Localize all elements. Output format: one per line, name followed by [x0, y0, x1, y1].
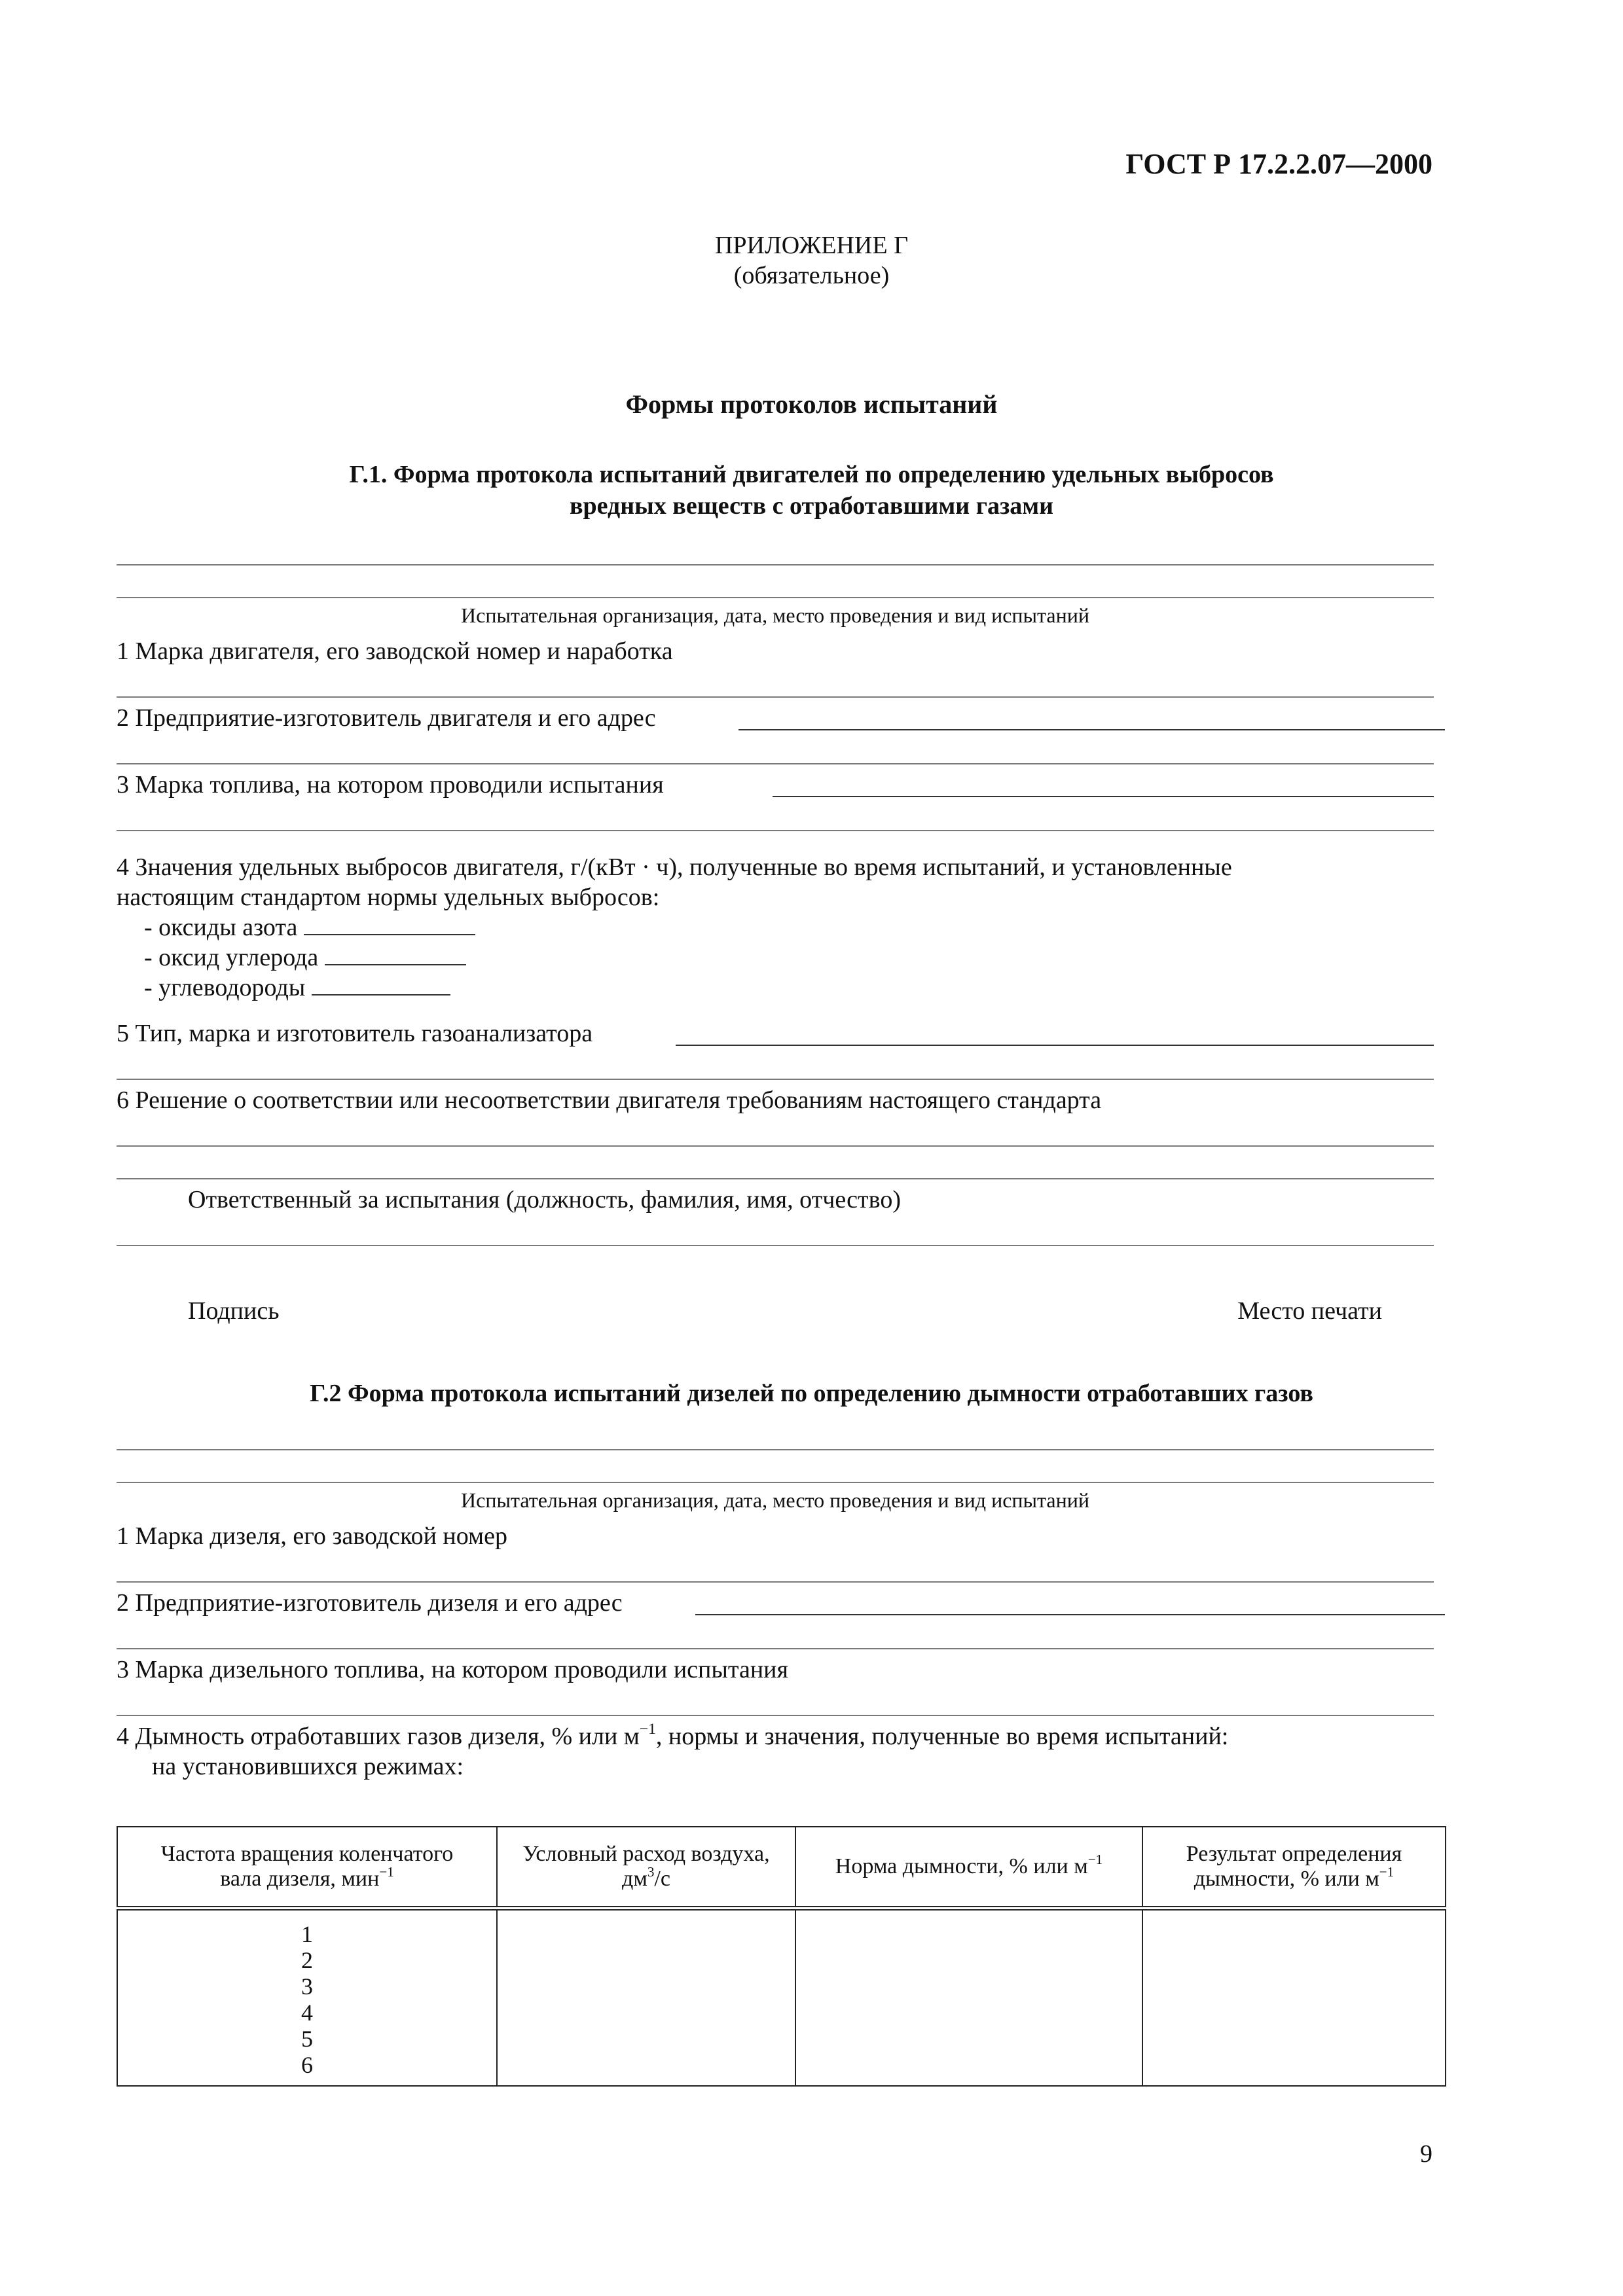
fill-line [773, 796, 1434, 797]
blank-line [117, 597, 1434, 598]
blank-line [117, 1449, 1434, 1450]
g2-item-4-line1: 4 Дымность отработавших газов дизеля, % или $м^{-1}$, нормы и значения, полученные во время испытаний: [117, 1721, 1229, 1750]
g1-responsible: Ответственный за испытания (должность, фамилия, имя, отчество) [188, 1186, 901, 1213]
g1-org-caption: Испытательная организация, дата, место проведения и вид испытаний [461, 603, 1089, 627]
g1-sub-nitrogen-oxides: - оксиды азота [144, 912, 475, 942]
g2-item-1: 1 Марка дизеля, его заводской номер [117, 1522, 507, 1550]
blank-line [117, 1145, 1434, 1147]
g2-org-caption: Испытательная организация, дата, место проведения и вид испытаний [461, 1488, 1089, 1512]
air-flow-cell [497, 1909, 795, 2087]
mode-numbers-cell [117, 1909, 497, 2087]
g2-title: Г.2 Форма протокола испытаний дизелей по определению дымности отработавших газов [310, 1380, 1313, 1407]
col-header-result: Результат определения дымности, % или $м^{-1}$ [1142, 1827, 1446, 1909]
g1-item-1: 1 Марка двигателя, его заводской номер и наработка [117, 637, 673, 665]
col-header-air-flow: Условный расход воздуха, $дм^3/с$ [497, 1827, 795, 1909]
fill-line [695, 1614, 1445, 1615]
main-title: Формы протоколов испытаний [625, 389, 998, 419]
result-cell [1142, 1909, 1446, 2087]
table-header-row [117, 1827, 1446, 1909]
g1-sub-carbon-monoxide: - оксид углерода [144, 942, 466, 973]
g1-item-6: 6 Решение о соответствии или несоответствии двигателя требованиям настоящего стандарта [117, 1086, 1102, 1114]
g1-sub-hydrocarbons: - углеводороды [144, 973, 450, 1003]
g1-title-line2: вредных веществ с отработавшими газами [570, 492, 1053, 520]
blank-line [117, 1648, 1434, 1649]
blank-line [117, 1715, 1434, 1716]
blank-line [117, 1581, 1434, 1583]
appendix-status: (обязательное) [733, 262, 890, 289]
document-number: ГОСТ Р 17.2.2.07—2000 [1125, 148, 1432, 180]
col-header-smoke-norm: Норма дымности, % или $м^{-1}$ [795, 1827, 1142, 1909]
mode-number: 3 [301, 1973, 313, 2000]
table-row [117, 1909, 1446, 2087]
fill-line [739, 729, 1445, 730]
g2-item-2: 2 Предприятие-изготовитель дизеля и его адрес [117, 1589, 623, 1617]
blank-line [117, 763, 1434, 764]
blank-line [117, 1482, 1434, 1483]
g1-item-3: 3 Марка топлива, на котором проводили испытания [117, 771, 664, 798]
mode-number: 2 [301, 1947, 313, 1973]
blank-line [117, 1178, 1434, 1179]
stamp-label: Место печати [1237, 1297, 1382, 1325]
smoke-results-table [117, 1826, 1446, 2087]
g2-item-3: 3 Марка дизельного топлива, на котором проводили испытания [117, 1656, 788, 1683]
mode-number: 1 [301, 1921, 313, 1947]
g1-item-5: 5 Тип, марка и изготовитель газоанализатора [117, 1020, 593, 1047]
g1-item-4-line2: настоящим стандартом нормы удельных выбросов: [117, 884, 660, 911]
mode-number: 6 [301, 2052, 313, 2078]
blank-line [117, 830, 1434, 831]
blank-line [117, 1079, 1434, 1080]
blank-line [117, 1245, 1434, 1246]
signature-label: Подпись [188, 1297, 280, 1325]
g1-item-4-line1: 4 Значения удельных выбросов двигателя, г/(кВт · ч), полученные во время испытаний, и установленные [117, 853, 1232, 881]
g1-item-2: 2 Предприятие-изготовитель двигателя и его адрес [117, 704, 656, 732]
fill-line [676, 1045, 1434, 1046]
g1-title-line1: Г.1. Форма протокола испытаний двигателей по определению удельных выбросов [349, 461, 1274, 488]
smoke-norm-cell [795, 1909, 1142, 2087]
appendix-title: ПРИЛОЖЕНИЕ Г [714, 232, 909, 259]
page-number: 9 [1420, 2140, 1432, 2168]
col-header-rotation-speed: Частота вращения коленчатого вала дизеля, мин$^{-1}$ [117, 1827, 497, 1909]
blank-line [117, 696, 1434, 698]
mode-number: 4 [301, 2000, 313, 2026]
g2-item-4-line2: на установившихся режимах: [152, 1753, 464, 1780]
blank-line [117, 564, 1434, 565]
mode-number: 5 [301, 2026, 313, 2052]
